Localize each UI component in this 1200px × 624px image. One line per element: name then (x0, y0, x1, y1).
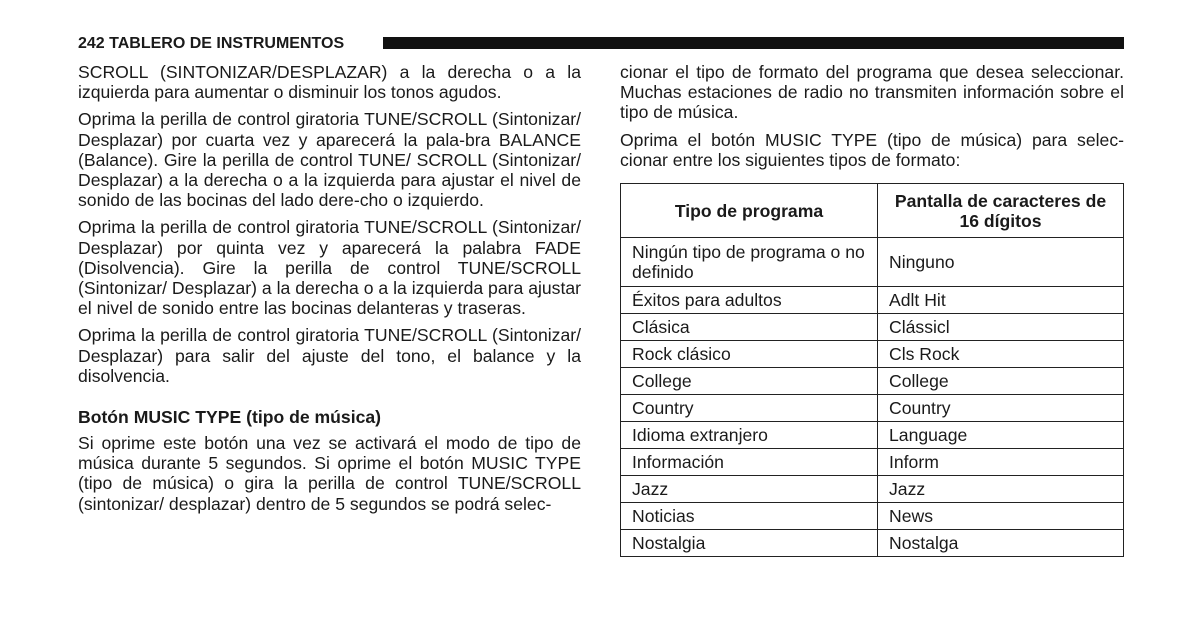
music-type-table (620, 183, 1124, 557)
section-subheading: Botón MUSIC TYPE (tipo de música) (78, 407, 382, 428)
display-cell: Country (878, 395, 1124, 422)
program-type-cell: Nostalgia (621, 530, 878, 557)
table-row (621, 314, 1124, 341)
program-type-cell: Country (621, 395, 878, 422)
paragraph-fade: Oprima la perilla de control giratoria TUNE/SCROLL (Sintonizar/ Desplazar) por quinta vez y aparecerá la palabra FADE (Disolvencia). Gire la perilla de control TUNE/SCROLL (Sintonizar/ Desplazar) a la derecha o a la izquierda para ajustar el nivel de sonido entre las bocinas delanteras y traseras. (78, 217, 581, 319)
display-cell: Cls Rock (878, 341, 1124, 368)
left-column (78, 62, 581, 514)
program-type-cell: Noticias (621, 503, 878, 530)
table-row (621, 395, 1124, 422)
program-type-cell: Idioma extranjero (621, 422, 878, 449)
table-row (621, 449, 1124, 476)
page-header (78, 34, 1124, 54)
column-header-display: Pantalla de caracteres de 16 dígitos (878, 184, 1124, 238)
display-cell: Ninguno (878, 238, 1124, 287)
table-row (621, 238, 1124, 287)
program-type-cell: Información (621, 449, 878, 476)
table-row (621, 503, 1124, 530)
column-header-program-type: Tipo de programa (621, 184, 878, 238)
program-type-cell: Rock clásico (621, 341, 878, 368)
paragraph-treble: SCROLL (SINTONIZAR/DESPLAZAR) a la derecha o a la izquierda para aumentar o disminuir los tonos agudos. (78, 62, 581, 103)
table-row (621, 476, 1124, 503)
header-rule (383, 37, 1124, 49)
paragraph-select: Oprima el botón MUSIC TYPE (tipo de música) para selec-cionar entre los siguientes tipos de formato: (620, 129, 1124, 170)
display-cell: News (878, 503, 1124, 530)
display-cell: Language (878, 422, 1124, 449)
program-type-cell: Clásica (621, 314, 878, 341)
table-row (621, 422, 1124, 449)
display-cell: College (878, 368, 1124, 395)
paragraph-exit: Oprima la perilla de control giratoria TUNE/SCROLL (Sintonizar/ Desplazar) para salir del ajuste del tono, el balance y la disolvencia. (78, 325, 581, 386)
paragraph-continuation: cionar el tipo de formato del programa que desea seleccionar. Muchas estaciones de radio no transmiten información sobre el tipo de música. (620, 62, 1124, 123)
page-title: 242 TABLERO DE INSTRUMENTOS (78, 35, 345, 52)
paragraph-music-type: Si oprime este botón una vez se activará el modo de tipo de música durante 5 segundos. Si oprime el botón MUSIC TYPE (tipo de música) o gira la perilla de control TUNE/SCROLL (sintonizar/ desplazar) dentro de 5 segundos se podrá selec- (78, 433, 581, 514)
display-cell: Jazz (878, 476, 1124, 503)
table-row (621, 287, 1124, 314)
table-row (621, 530, 1124, 557)
display-cell: Nostalga (878, 530, 1124, 557)
program-type-cell: Jazz (621, 476, 878, 503)
table-row (621, 368, 1124, 395)
display-cell: Clássicl (878, 314, 1124, 341)
table-row (621, 341, 1124, 368)
program-type-cell: Éxitos para adultos (621, 287, 878, 314)
table-header-row (621, 184, 1124, 238)
program-type-cell: Ningún tipo de programa o no definido (621, 238, 878, 287)
right-column (620, 62, 1124, 557)
program-type-cell: College (621, 368, 878, 395)
display-cell: Adlt Hit (878, 287, 1124, 314)
display-cell: Inform (878, 449, 1124, 476)
paragraph-balance: Oprima la perilla de control giratoria TUNE/SCROLL (Sintonizar/ Desplazar) por cuarta vez y aparecerá la pala-bra BALANCE (Balance). Gire la perilla de control TUNE/ SCROLL (Sintonizar/ Desplazar) a la derecha o a la izquierda para ajustar el nivel de sonido de las bocinas del lado dere-cho o izquierdo. (78, 109, 581, 211)
